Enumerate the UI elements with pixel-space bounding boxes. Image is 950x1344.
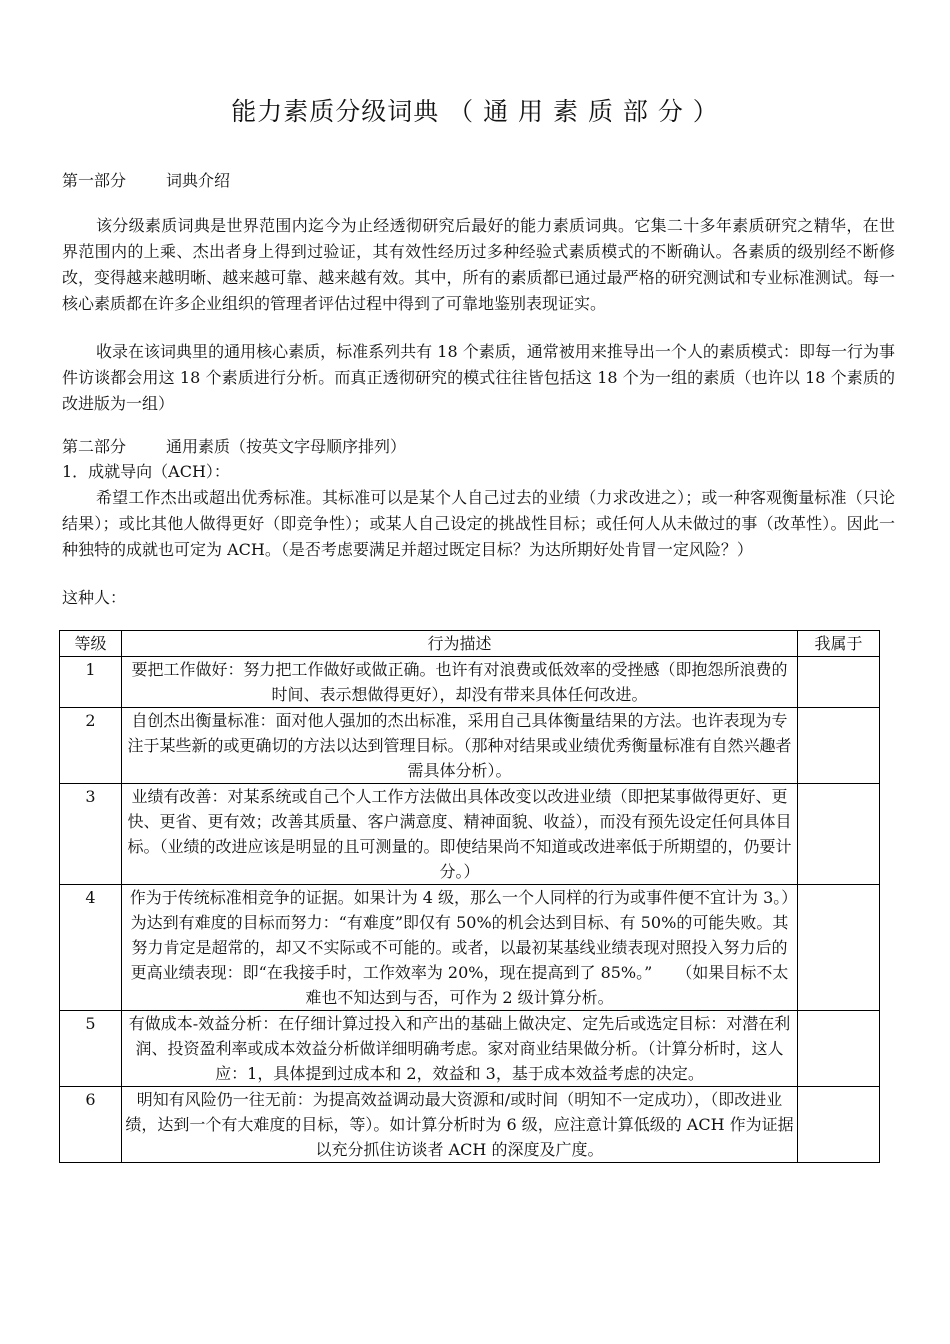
part1-paragraph-1: 该分级素质词典是世界范围内迄今为止经透彻研究后最好的能力素质词典。它集二十多年素质研究之精华，在世界范围内的上乘、杰出者身上得到过验证，其有效性经历过多种经验式素质模式的不断确认。各素质的级别经不断修改，变得越来越明晰、越来越可靠、越来越有效。其中，所有的素质都已通过最严格的研究测试和专业标准测试。每一核心素质都在许多企业组织的管理者评估过程中得到了可靠地鉴别表现证实。	[62, 216, 895, 313]
lead-in-text: 这种人：	[62, 588, 127, 607]
table-row	[60, 1087, 880, 1163]
part2-label: 第二部分	[62, 437, 127, 456]
behavior-cell: 业绩有改善：对某系统或自己个人工作方法做出具体改变以改进业绩（即把某事做得更好、更快、更省、更有效；改善其质量、客户满意度、精神面貌、收益），而没有预先设定任何具体目标。（业绩的改进应该是明显的且可测量的。即使结果尚不知道或改进率低于所期望的，仍要计分。）	[122, 784, 798, 885]
part1-paragraph-2: 收录在该词典里的通用核心素质，标准系列共有 18 个素质，通常被用来推导出一个人的素质模式：即每一行为事件访谈都会用这 18 个素质进行分析。而真正透彻研究的模式往往皆包括这 18 个为一组的素质（也许以 18 个素质的改进版为一组）	[62, 342, 895, 413]
mine-cell	[798, 1087, 880, 1163]
table-row	[60, 1011, 880, 1087]
header-behavior: 行为描述	[122, 631, 798, 657]
mine-cell	[798, 1011, 880, 1087]
header-level: 等级	[60, 631, 122, 657]
part2-name: 通用素质（按英文字母顺序排列）	[166, 437, 407, 456]
level-cell: 4	[60, 885, 122, 1011]
table-header-row	[60, 631, 880, 657]
part2-heading	[62, 434, 406, 460]
level-cell: 2	[60, 708, 122, 784]
behavior-cell: 作为于传统标准相竞争的证据。如果计为 4 级，那么一个人同样的行为或事件便不宜计为 3。） 为达到有难度的目标而努力：“有难度”即仅有 50%的机会达到目标、有 50%的可能失败。其努力肯定是超常的，却又不实际或不可能的。或者，以最初某基线业绩表现对照投入努力后的更高业绩表现：即“在我接手时，工作效率为 20%，现在提高到了 85%。” （如果目标不太难也不知达到与否，可作为 2 级计算分析。	[122, 885, 798, 1011]
level-cell: 3	[60, 784, 122, 885]
part1-label: 第一部分	[62, 171, 127, 190]
ach-levels-table	[59, 630, 880, 1163]
header-mine: 我属于	[798, 631, 880, 657]
behavior-cell: 明知有风险仍一往无前：为提高效益调动最大资源和/或时间（明知不一定成功），（即改进业绩，达到一个有大难度的目标，等）。如计算分析时为 6 级，应注意计算低级的 ACH 作为证据以充分抓住访谈者 ACH 的深度及广度。	[122, 1087, 798, 1163]
part1-heading	[62, 168, 230, 194]
table-row	[60, 657, 880, 708]
part1-name: 词典介绍	[166, 171, 231, 190]
behavior-cell: 自创杰出衡量标准：面对他人强加的杰出标准，采用自己具体衡量结果的方法。也许表现为专注于某些新的或更确切的方法以达到管理目标。（那种对结果或业绩优秀衡量标准有自然兴趣者需具体分析）。	[122, 708, 798, 784]
mine-cell	[798, 708, 880, 784]
ach-description: 希望工作杰出或超出优秀标准。其标准可以是某个人自己过去的业绩（力求改进之）；或一种客观衡量标准（只论结果）；或比其他人做得更好（即竞争性）；或某人自己设定的挑战性目标；或任何人从未做过的事（改革性）。因此一种独特的成就也可定为 ACH。（是否考虑要满足并超过既定目标？为达所期好处肯冒一定风险？）	[62, 488, 895, 559]
behavior-cell: 有做成本-效益分析：在仔细计算过投入和产出的基础上做决定、定先后或选定目标：对潜在利润、投资盈利率或成本效益分析做详细明确考虑。家对商业结果做分析。（计算分析时，这人应：1，具体提到过成本和 2，效益和 3，基于成本效益考虑的决定。	[122, 1011, 798, 1087]
level-cell: 1	[60, 657, 122, 708]
mine-cell	[798, 784, 880, 885]
table-row	[60, 784, 880, 885]
table-row	[60, 885, 880, 1011]
level-cell: 5	[60, 1011, 122, 1087]
level-cell: 6	[60, 1087, 122, 1163]
item-heading-ach: 1．成就导向（ACH）：	[62, 462, 230, 481]
document-title: 能力素质分级词典 （ 通 用 素 质 部 分 ）	[231, 97, 719, 126]
table-row	[60, 708, 880, 784]
behavior-cell: 要把工作做好：努力把工作做好或做正确。也许有对浪费或低效率的受挫感（即抱怨所浪费的时间、表示想做得更好），却没有带来具体任何改进。	[122, 657, 798, 708]
mine-cell	[798, 657, 880, 708]
